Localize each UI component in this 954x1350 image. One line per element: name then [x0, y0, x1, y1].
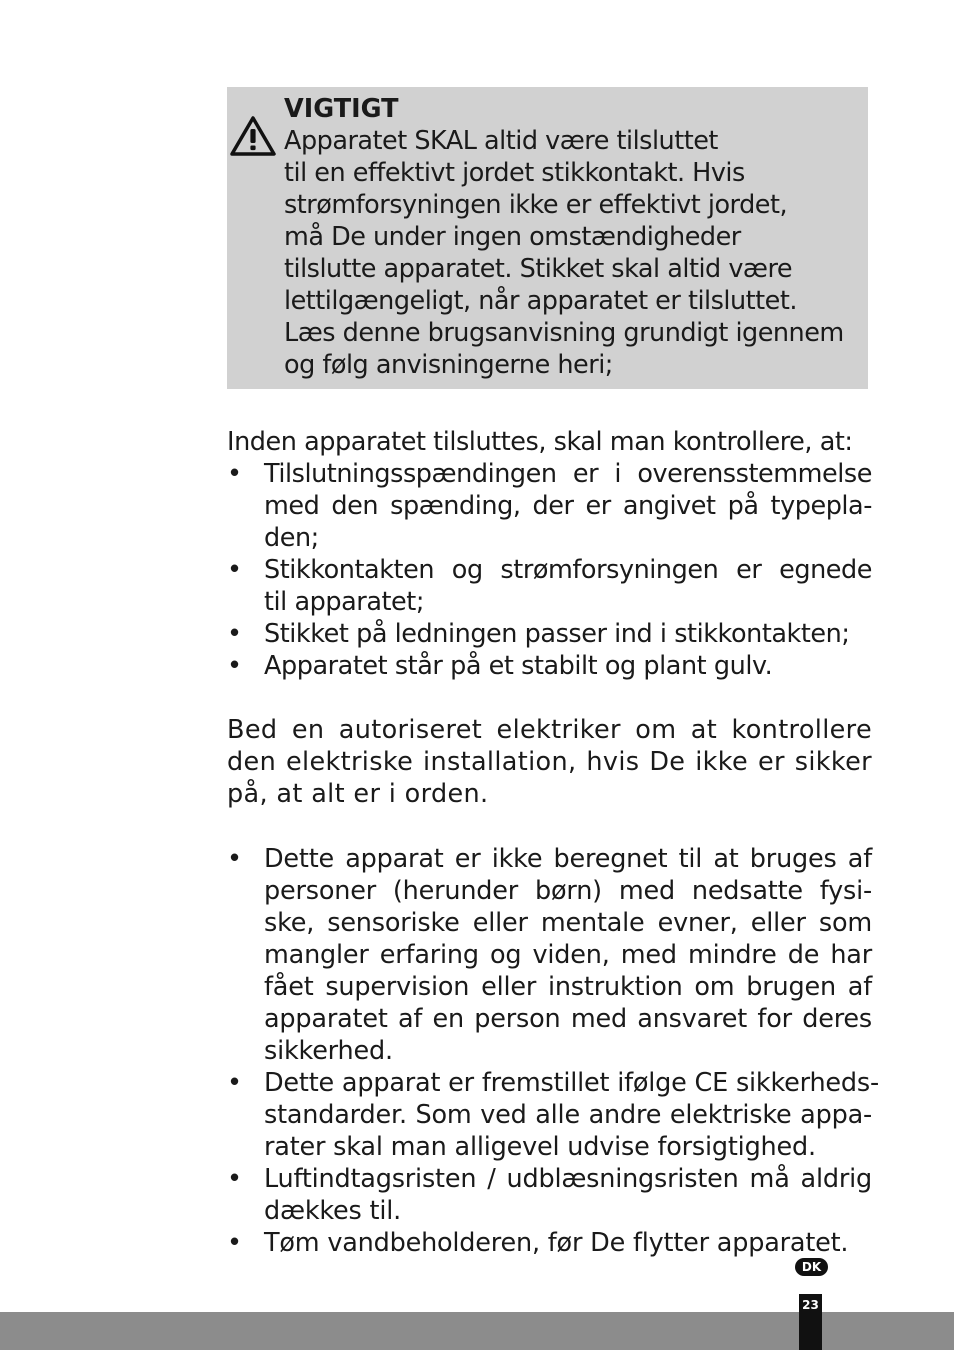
list-item-line: apparatet af en person med ansvaret for deres: [264, 1004, 872, 1034]
list-item-line: Tilslutningsspændingen er i overensstemmelse: [264, 459, 872, 489]
list-item-line: rater skal man alligevel udvise forsigtighed.: [264, 1132, 816, 1162]
language-badge: DK: [795, 1258, 828, 1276]
list-item: [227, 650, 872, 682]
list-item-line: standarder. Som ved alle andre elektriske appa-: [264, 1100, 872, 1130]
bullet: •: [227, 619, 242, 649]
list-item-line: Stikkontakten og strømforsyningen er egnede: [264, 555, 872, 585]
bullet: •: [227, 651, 242, 681]
paragraph-line: på, at alt er i orden.: [227, 779, 489, 809]
list-item: [227, 1163, 872, 1227]
warning-line: og følg anvisningerne heri;: [284, 350, 613, 380]
list-item-line: Dette apparat er ikke beregnet til at bruges af: [264, 844, 872, 874]
safety-list: [227, 843, 879, 1259]
bullet: •: [227, 1228, 242, 1258]
bullet: •: [227, 459, 242, 489]
bullet: •: [227, 1164, 242, 1194]
list-item: [227, 1067, 879, 1163]
list-item: [227, 1227, 872, 1259]
list-item: [227, 618, 872, 650]
bullet: •: [227, 1068, 242, 1098]
warning-line: tilslutte apparatet. Stikket skal altid være: [284, 254, 793, 284]
warning-line: lettilgængeligt, når apparatet er tilsluttet.: [284, 286, 797, 316]
list-item-line: med den spænding, der er angivet på typepla-: [264, 491, 872, 521]
list-item: [227, 554, 872, 618]
list-item-line: Luftindtagsristen / udblæsningsristen må aldrig: [264, 1164, 872, 1194]
warning-line: til en effektivt jordet stikkontakt. Hvis: [284, 158, 745, 188]
paragraph-line: den elektriske installation, hvis De ikke er sikker: [227, 747, 872, 777]
electrician-paragraph: [227, 714, 872, 810]
bullet: •: [227, 555, 242, 585]
warning-triangle-icon: [229, 115, 277, 157]
warning-line: Apparatet SKAL altid være tilsluttet: [284, 126, 718, 156]
list-item-line: Stikket på ledningen passer ind i stikkontakten;: [264, 619, 850, 649]
list-item-line: Dette apparat er fremstillet ifølge CE sikkerheds-: [264, 1068, 879, 1098]
list-item-line: dækkes til.: [264, 1196, 402, 1226]
list-item-line: til apparatet;: [264, 587, 424, 617]
warning-text: [284, 93, 864, 381]
intro-text: Inden apparatet tilsluttes, skal man kontrollere, at:: [227, 427, 853, 457]
warning-line: strømforsyningen ikke er effektivt jordet,: [284, 190, 788, 220]
list-item-line: Tøm vandbeholderen, før De flytter apparatet.: [264, 1228, 849, 1258]
list-item-line: mangler erfaring og viden, med mindre de har: [264, 940, 872, 970]
page-number: 23: [802, 1298, 819, 1312]
list-item-line: sikkerhed.: [264, 1036, 393, 1066]
list-item-line: ske, sensoriske eller mentale evner, eller som: [264, 908, 872, 938]
list-item-line: fået supervision eller instruktion om brugen af: [264, 972, 872, 1002]
connection-checklist: [227, 426, 872, 682]
list-item: [227, 458, 872, 554]
warning-line: Læs denne brugsanvisning grundigt igennem: [284, 318, 844, 348]
bullet: •: [227, 844, 242, 874]
list-item-line: personer (herunder børn) med nedsatte fysi-: [264, 876, 872, 906]
warning-title: VIGTIGT: [284, 94, 399, 124]
list-item-line: den;: [264, 523, 319, 553]
warning-line: må De under ingen omstændigheder: [284, 222, 741, 252]
list-item: [227, 843, 872, 1067]
paragraph-line: Bed en autoriseret elektriker om at kontrollere: [227, 715, 872, 745]
list-item-line: Apparatet står på et stabilt og plant gulv.: [264, 651, 773, 681]
warning-box: [227, 87, 868, 389]
